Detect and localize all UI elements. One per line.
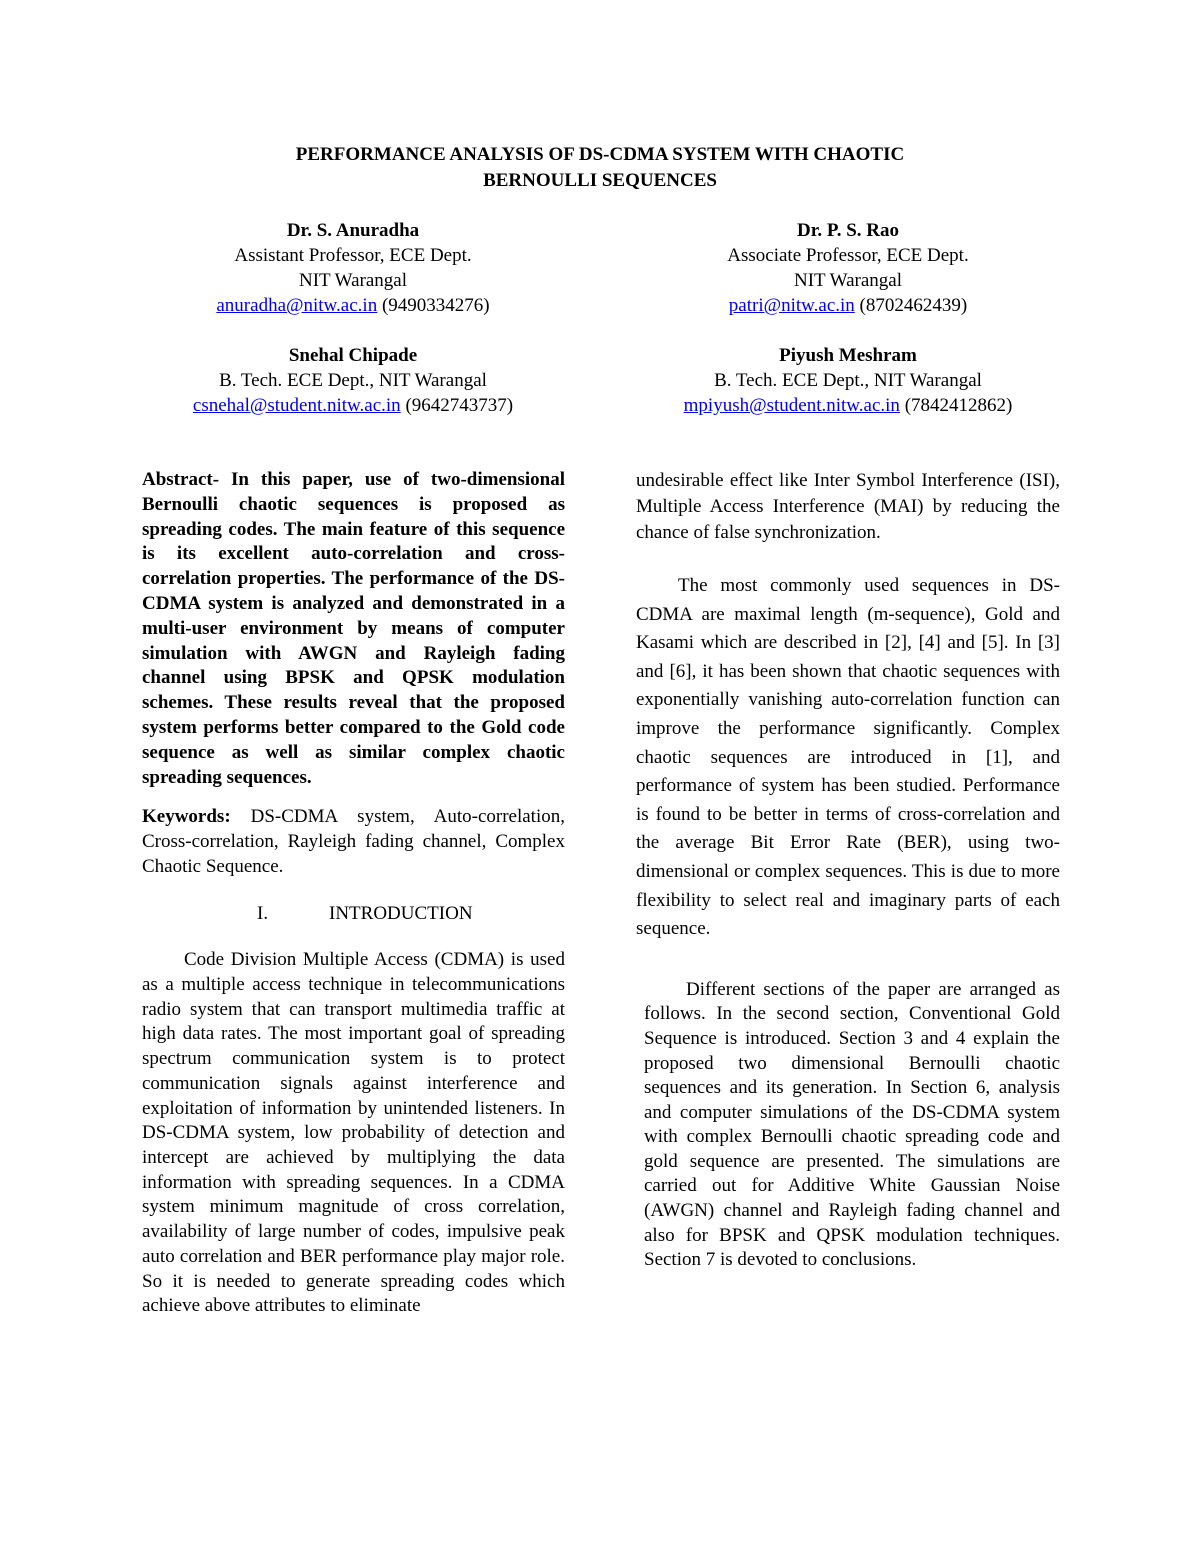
author-position: Associate Professor, ECE Dept.	[727, 245, 969, 266]
keywords	[142, 804, 565, 879]
continuation-paragraph: undesirable effect like Inter Symbol Interference (ISI), Multiple Access Interference (MAI) by reducing the chance of false synchronization.	[636, 470, 1060, 543]
author-block-meshram	[618, 343, 1078, 418]
left-column	[142, 468, 565, 1319]
intro-paragraph: Code Division Multiple Access (CDMA) is used as a multiple access technique in telecommunications radio system that can transport multimedia traffic at high data rates. The most important goal of spreading spectrum communication system is to protect communication signals against interference and exploitation of information by unintended listeners. In DS-CDMA system, low probability of detection and intercept are achieved by multiplying the data information with spreading sequences. In a CDMA system minimum magnitude of cross correlation, availability of large number of codes, impulsive peak auto correlation and BER performance play major role. So it is needed to generate spreading codes which achieve above attributes to eliminate	[142, 949, 565, 1317]
abstract: Abstract- In this paper, use of two-dimensional Bernoulli chaotic sequences is proposed as spreading codes. The main feature of this sequence is its excellent auto-correlation and cross-correlation properties. The performance of the DS-CDMA system is analyzed and demonstrated in a multi-user environment by means of computer simulation with AWGN and Rayleigh fading channel using BPSK and QPSK modulation schemes. These results reveal that the proposed system performs better compared to the Gold code sequence as well as similar complex chaotic spreading sequences.	[142, 469, 565, 788]
author-name: Piyush Meshram	[779, 345, 917, 366]
author-email-link[interactable]: mpiyush@student.nitw.ac.in	[683, 395, 900, 416]
author-institution: NIT Warangal	[793, 270, 903, 291]
author-block-anuradha	[123, 218, 583, 318]
author-name: Dr. P. S. Rao	[796, 220, 900, 241]
keywords-label: Keywords:	[142, 806, 231, 828]
author-name: Dr. S. Anuradha	[286, 220, 420, 241]
author-position: B. Tech. ECE Dept., NIT Warangal	[219, 370, 487, 391]
section-title: INTRODUCTION	[329, 903, 473, 925]
author-block-chipade	[123, 343, 583, 418]
section-heading-introduction	[142, 901, 565, 926]
sequences-paragraph: The most commonly used sequences in DS-CDMA are maximal length (m-sequence), Gold and Kasami which are described in [2], [4] and [5]. In [3] and [6], it has been shown that chaotic sequences with exponentially vanishing auto-correlation function can improve the performance significantly. Complex chaotic sequences are introduced in [1], and performance of system has been studied. Performance is found to be better in terms of cross-correlation and the average Bit Error Rate (BER), using two-dimensional or complex sequences. This is due to more flexibility to select real and imaginary parts of each sequence.	[636, 575, 1060, 940]
author-phone: (7842412862)	[904, 395, 1013, 416]
author-name: Snehal Chipade	[288, 345, 418, 366]
author-email-link[interactable]: anuradha@nitw.ac.in	[216, 295, 378, 316]
section-number: I.	[257, 903, 269, 925]
author-phone: (8702462439)	[859, 295, 968, 316]
organization-paragraph: Different sections of the paper are arranged as follows. In the second section, Conventional Gold Sequence is introduced. Section 3 and 4 explain the proposed two dimensional Bernoulli chaotic sequences and its generation. In Section 6, analysis and computer simulations of the DS-CDMA system with complex Bernoulli chaotic spreading code and gold sequence are presented. The simulations are carried out for Additive White Gaussian Noise (AWGN) channel and Rayleigh fading channel and also for BPSK and QPSK modulation techniques. Section 7 is devoted to conclusions.	[644, 978, 1060, 1271]
keywords-text: DS-CDMA system, Auto-correlation, Cross-correlation, Rayleigh fading channel, Complex Chaotic Sequence.	[142, 806, 565, 878]
right-column	[636, 468, 1060, 1273]
author-phone: (9490334276)	[381, 295, 490, 316]
author-phone: (9642743737)	[405, 395, 514, 416]
author-institution: NIT Warangal	[298, 270, 408, 291]
author-position: Assistant Professor, ECE Dept.	[234, 245, 472, 266]
author-block-rao	[618, 218, 1078, 318]
author-position: B. Tech. ECE Dept., NIT Warangal	[714, 370, 982, 391]
author-email-link[interactable]: patri@nitw.ac.in	[728, 295, 855, 316]
paper-title-line-1: PERFORMANCE ANALYSIS OF DS-CDMA SYSTEM WITH CHAOTIC	[295, 144, 905, 165]
paper-title-line-2: BERNOULLI SEQUENCES	[483, 170, 717, 191]
author-email-link[interactable]: csnehal@student.nitw.ac.in	[192, 395, 401, 416]
